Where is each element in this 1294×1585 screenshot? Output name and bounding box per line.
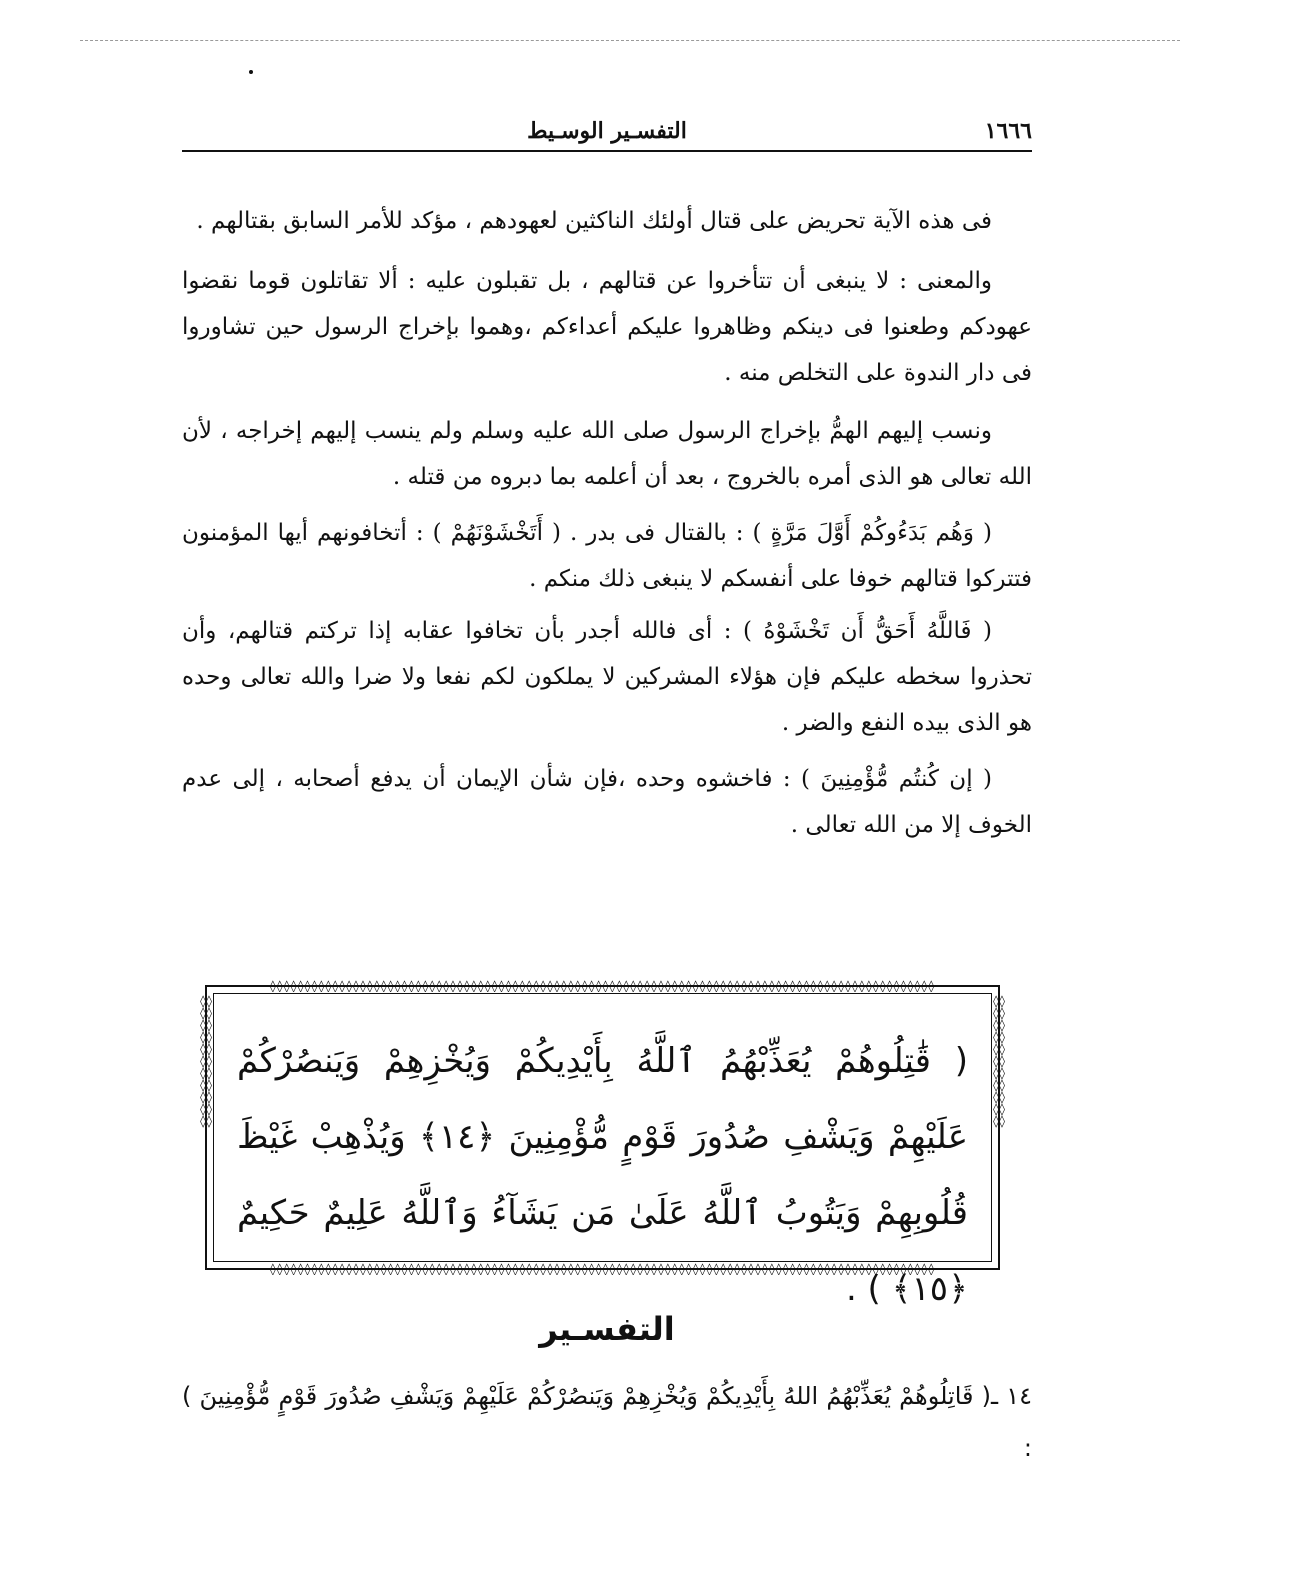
paragraph-first-time: ( وَهُم بَدَءُوكُمْ أَوَّلَ مَرَّةٍ ) : بالقتال فى بدر . ( أَتَخْشَوْنَهُمْ ) : أتخافونهم أيها المؤمنون فتتركوا قتالهم خوفا على أنفسكم لا ينبغى ذلك منكم . — [182, 520, 1032, 592]
paragraph-if-believers: ( إن كُنتُم مُّؤْمِنِينَ ) : فاخشوه وحده ،فإن شأن الإيمان أن يدفع أصحابه ، إلى عدم الخوف إلا من الله تعالى . — [182, 766, 1032, 838]
ornament-border-right: ◊◊◊◊◊◊◊◊◊◊◊◊◊◊◊◊◊◊◊◊◊◊ — [993, 995, 1005, 1128]
running-header — [182, 110, 1032, 152]
page-number: ١٦٦٦ — [984, 118, 1032, 144]
scan-border-line — [80, 40, 1180, 41]
page-content — [182, 110, 1032, 848]
paragraph-attribution: ونسب إليهم الهمُّ بإخراج الرسول صلى الله عليه وسلم ولم ينسب إليهم إخراجه ، لأن الله تعالى هو الذى أمره بالخروج ، بعد أن أعلمه بما دبروه من قتله . — [182, 418, 1032, 490]
ornament-border-top: ◊◊◊◊◊◊◊◊◊◊◊◊◊◊◊◊◊◊◊◊◊◊◊◊◊◊◊◊◊◊◊◊◊◊◊◊◊◊◊◊◊◊◊◊◊◊◊◊◊◊◊◊◊◊◊◊◊◊◊◊◊◊◊◊◊◊◊◊◊◊◊◊◊◊◊◊◊◊◊◊◊◊◊◊◊◊◊◊◊◊◊◊◊◊◊◊ — [269, 980, 936, 992]
quran-verse-text: ( قَٰتِلُوهُمْ يُعَذِّبْهُمُ ٱللَّهُ بِأَيْدِيكُمْ وَيُخْزِهِمْ وَيَنصُرْكُمْ عَلَيْهِمْ وَيَشْفِ صُدُورَ قَوْمٍ مُّؤْمِنِينَ ﴿١٤﴾ وَيُذْهِبْ غَيْظَ قُلُوبِهِمْ وَيَتُوبُ ٱللَّهُ عَلَىٰ مَن يَشَآءُ وَٱللَّهُ عَلِيمٌ حَكِيمٌ ﴿١٥﴾ ) . — [237, 1041, 968, 1309]
scan-speck — [249, 70, 253, 74]
commentary-verse-14: ١٤ ـ( قَاتِلُوهُمْ يُعَذِّبْهُمُ اللهُ بِأَيْدِيكُمْ وَيُخْزِهِمْ وَيَنصُرْكُمْ عَلَيْهِمْ وَيَشْفِ صُدُورَ قَوْمٍ مُّؤْمِنِينَ ) : — [182, 1382, 1032, 1462]
book-title: التفسـير الوسـيط — [527, 118, 687, 144]
paragraph-intro: فى هذه الآية تحريض على قتال أولئك الناكثين لعهودهم ، مؤكد للأمر السابق بقتالهم . — [196, 208, 992, 234]
quran-verse-box — [200, 980, 1005, 1309]
paragraph-fear-allah: ( فَاللَّهُ أَحَقُّ أَن تَخْشَوْهُ ) : أى فالله أجدر بأن تخافوا عقابه إذا تركتم قتالهم، وأن تحذروا سخطه عليكم فإن هؤلاء المشركين لا يملكون لكم نفعا ولا ضرا والله تعالى وحده هو الذى بيده النفع والضر . — [182, 618, 1032, 736]
paragraph-meaning: والمعنى : لا ينبغى أن تتأخروا عن قتالهم ، بل تقبلون عليه : ألا تقاتلون قوما نقضوا عهودكم وطعنوا فى دينكم وظاهروا عليكم أعداءكم ،وهموا بإخراج الرسول حين تشاوروا فى دار الندوة على التخلص منه . — [182, 268, 1032, 386]
ornament-border-left: ◊◊◊◊◊◊◊◊◊◊◊◊◊◊◊◊◊◊◊◊◊◊ — [200, 995, 212, 1128]
ornament-border-bottom: ◊◊◊◊◊◊◊◊◊◊◊◊◊◊◊◊◊◊◊◊◊◊◊◊◊◊◊◊◊◊◊◊◊◊◊◊◊◊◊◊◊◊◊◊◊◊◊◊◊◊◊◊◊◊◊◊◊◊◊◊◊◊◊◊◊◊◊◊◊◊◊◊◊◊◊◊◊◊◊◊◊◊◊◊◊◊◊◊◊◊◊◊◊◊◊◊ — [269, 1263, 936, 1275]
section-heading: التفسـير — [539, 1310, 675, 1348]
